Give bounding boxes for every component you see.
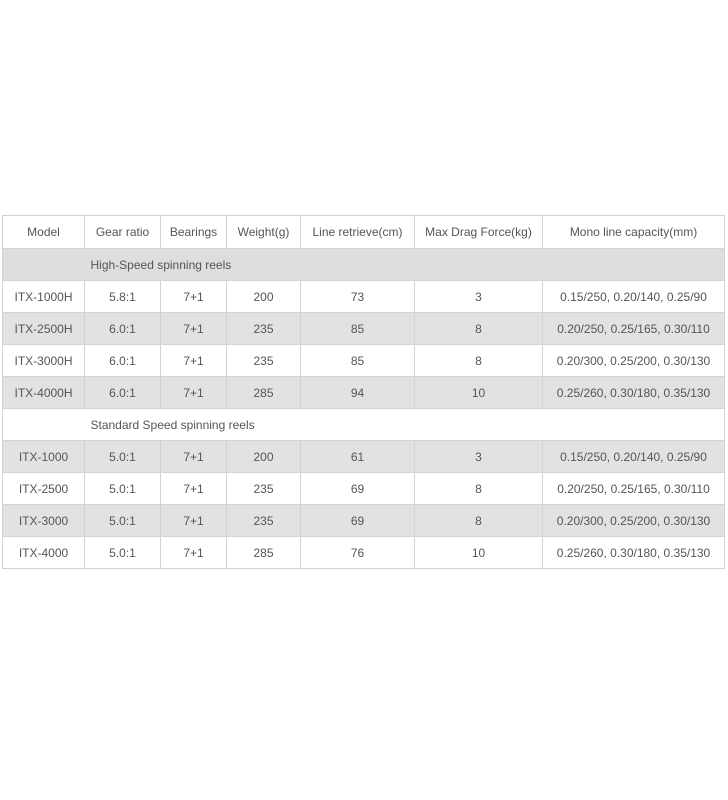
header-gear-ratio: Gear ratio xyxy=(85,216,161,249)
cell-max-drag: 3 xyxy=(415,441,543,473)
cell-gear-ratio: 5.8:1 xyxy=(85,281,161,313)
cell-line-retrieve: 85 xyxy=(301,313,415,345)
cell-weight: 235 xyxy=(227,313,301,345)
cell-gear-ratio: 6.0:1 xyxy=(85,377,161,409)
cell-mono-capacity: 0.15/250, 0.20/140, 0.25/90 xyxy=(543,281,725,313)
cell-max-drag: 8 xyxy=(415,345,543,377)
cell-mono-capacity: 0.25/260, 0.30/180, 0.35/130 xyxy=(543,537,725,569)
cell-max-drag: 8 xyxy=(415,505,543,537)
table-row xyxy=(3,505,725,537)
cell-mono-capacity: 0.20/250, 0.25/165, 0.30/110 xyxy=(543,473,725,505)
cell-line-retrieve: 69 xyxy=(301,473,415,505)
cell-model: ITX-3000H xyxy=(3,345,85,377)
cell-mono-capacity: 0.25/260, 0.30/180, 0.35/130 xyxy=(543,377,725,409)
cell-bearings: 7+1 xyxy=(161,345,227,377)
cell-weight: 235 xyxy=(227,345,301,377)
cell-gear-ratio: 5.0:1 xyxy=(85,537,161,569)
spec-table-container xyxy=(2,215,724,569)
cell-bearings: 7+1 xyxy=(161,313,227,345)
cell-bearings: 7+1 xyxy=(161,441,227,473)
cell-line-retrieve: 85 xyxy=(301,345,415,377)
table-row xyxy=(3,377,725,409)
cell-bearings: 7+1 xyxy=(161,537,227,569)
cell-weight: 200 xyxy=(227,281,301,313)
cell-line-retrieve: 61 xyxy=(301,441,415,473)
header-mono-capacity: Mono line capacity(mm) xyxy=(543,216,725,249)
table-row xyxy=(3,345,725,377)
cell-bearings: 7+1 xyxy=(161,505,227,537)
cell-line-retrieve: 73 xyxy=(301,281,415,313)
cell-model: ITX-4000H xyxy=(3,377,85,409)
cell-mono-capacity: 0.20/300, 0.25/200, 0.30/130 xyxy=(543,505,725,537)
header-weight: Weight(g) xyxy=(227,216,301,249)
cell-max-drag: 10 xyxy=(415,537,543,569)
cell-line-retrieve: 94 xyxy=(301,377,415,409)
table-row xyxy=(3,313,725,345)
table-row xyxy=(3,537,725,569)
table-row xyxy=(3,441,725,473)
section-row xyxy=(3,249,725,281)
cell-weight: 285 xyxy=(227,537,301,569)
cell-max-drag: 3 xyxy=(415,281,543,313)
cell-gear-ratio: 5.0:1 xyxy=(85,473,161,505)
header-model: Model xyxy=(3,216,85,249)
spec-table xyxy=(2,215,725,569)
section-spacer xyxy=(3,249,85,281)
table-row xyxy=(3,473,725,505)
cell-max-drag: 8 xyxy=(415,313,543,345)
cell-gear-ratio: 6.0:1 xyxy=(85,313,161,345)
cell-weight: 235 xyxy=(227,473,301,505)
cell-mono-capacity: 0.20/250, 0.25/165, 0.30/110 xyxy=(543,313,725,345)
cell-mono-capacity: 0.20/300, 0.25/200, 0.30/130 xyxy=(543,345,725,377)
cell-model: ITX-2500 xyxy=(3,473,85,505)
section-title: High-Speed spinning reels xyxy=(85,249,725,281)
header-row xyxy=(3,216,725,249)
cell-gear-ratio: 5.0:1 xyxy=(85,441,161,473)
header-bearings: Bearings xyxy=(161,216,227,249)
cell-weight: 200 xyxy=(227,441,301,473)
cell-line-retrieve: 76 xyxy=(301,537,415,569)
cell-weight: 235 xyxy=(227,505,301,537)
cell-model: ITX-2500H xyxy=(3,313,85,345)
header-line-retrieve: Line retrieve(cm) xyxy=(301,216,415,249)
section-row xyxy=(3,409,725,441)
cell-model: ITX-1000H xyxy=(3,281,85,313)
cell-model: ITX-3000 xyxy=(3,505,85,537)
header-max-drag: Max Drag Force(kg) xyxy=(415,216,543,249)
table-row xyxy=(3,281,725,313)
cell-gear-ratio: 6.0:1 xyxy=(85,345,161,377)
cell-line-retrieve: 69 xyxy=(301,505,415,537)
cell-bearings: 7+1 xyxy=(161,473,227,505)
section-spacer xyxy=(3,409,85,441)
cell-bearings: 7+1 xyxy=(161,281,227,313)
cell-bearings: 7+1 xyxy=(161,377,227,409)
cell-max-drag: 10 xyxy=(415,377,543,409)
cell-weight: 285 xyxy=(227,377,301,409)
cell-max-drag: 8 xyxy=(415,473,543,505)
cell-model: ITX-4000 xyxy=(3,537,85,569)
cell-mono-capacity: 0.15/250, 0.20/140, 0.25/90 xyxy=(543,441,725,473)
cell-gear-ratio: 5.0:1 xyxy=(85,505,161,537)
section-title: Standard Speed spinning reels xyxy=(85,409,725,441)
cell-model: ITX-1000 xyxy=(3,441,85,473)
